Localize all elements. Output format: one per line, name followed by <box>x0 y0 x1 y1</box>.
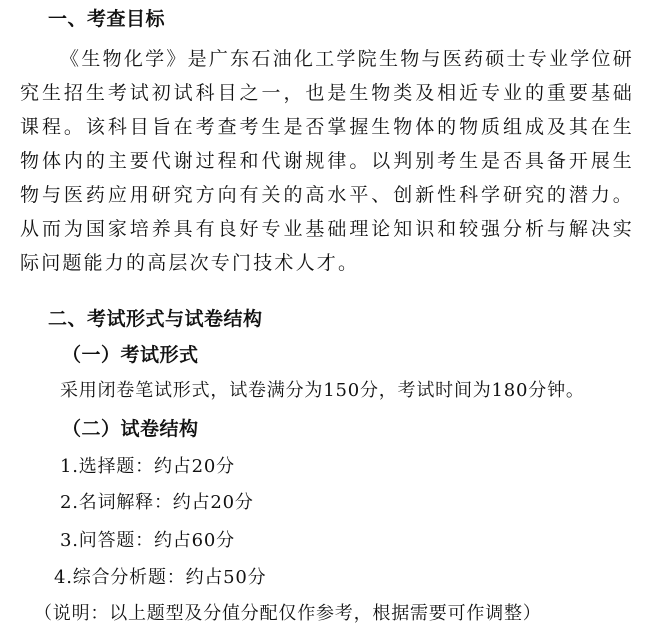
section-1-heading: 一、考查目标 <box>48 8 166 30</box>
subsection-exam-format-heading: （一）考试形式 <box>62 344 199 366</box>
structure-item-qa: 3.问答题：约占60分 <box>60 530 235 551</box>
section-1-paragraph-text: 《生物化学》是广东石油化工学院生物与医药硕士专业学位研究生招生考试初试科目之一，也是生物类及相近专业的重要基础课程。该科目旨在考查考生是否掌握生物体的物质组成及其在生物体内的主要代谢过程和代谢规律。以判别考生是否具备开展生物与医药应用研究方向有关的高水平、创新性科学研究的潜力。从而为国家培养具有良好专业基础理论知识和较强分析与解决实际问题能力的高层次专门技术人才。 <box>20 48 634 274</box>
structure-note: （说明：以上题型及分值分配仅作参考，根据需要可作调整） <box>34 603 542 624</box>
section-1-paragraph <box>20 42 634 280</box>
structure-item-choice: 1.选择题：约占20分 <box>60 456 235 477</box>
subsection-paper-structure-heading: （二）试卷结构 <box>62 418 199 440</box>
structure-item-terms: 2.名词解释：约占20分 <box>60 492 254 513</box>
section-2-heading: 二、考试形式与试卷结构 <box>48 308 263 330</box>
structure-item-analysis: 4.综合分析题：约占50分 <box>54 567 267 588</box>
exam-format-text: 采用闭卷笔试形式，试卷满分为150分，考试时间为180分钟。 <box>60 380 585 401</box>
